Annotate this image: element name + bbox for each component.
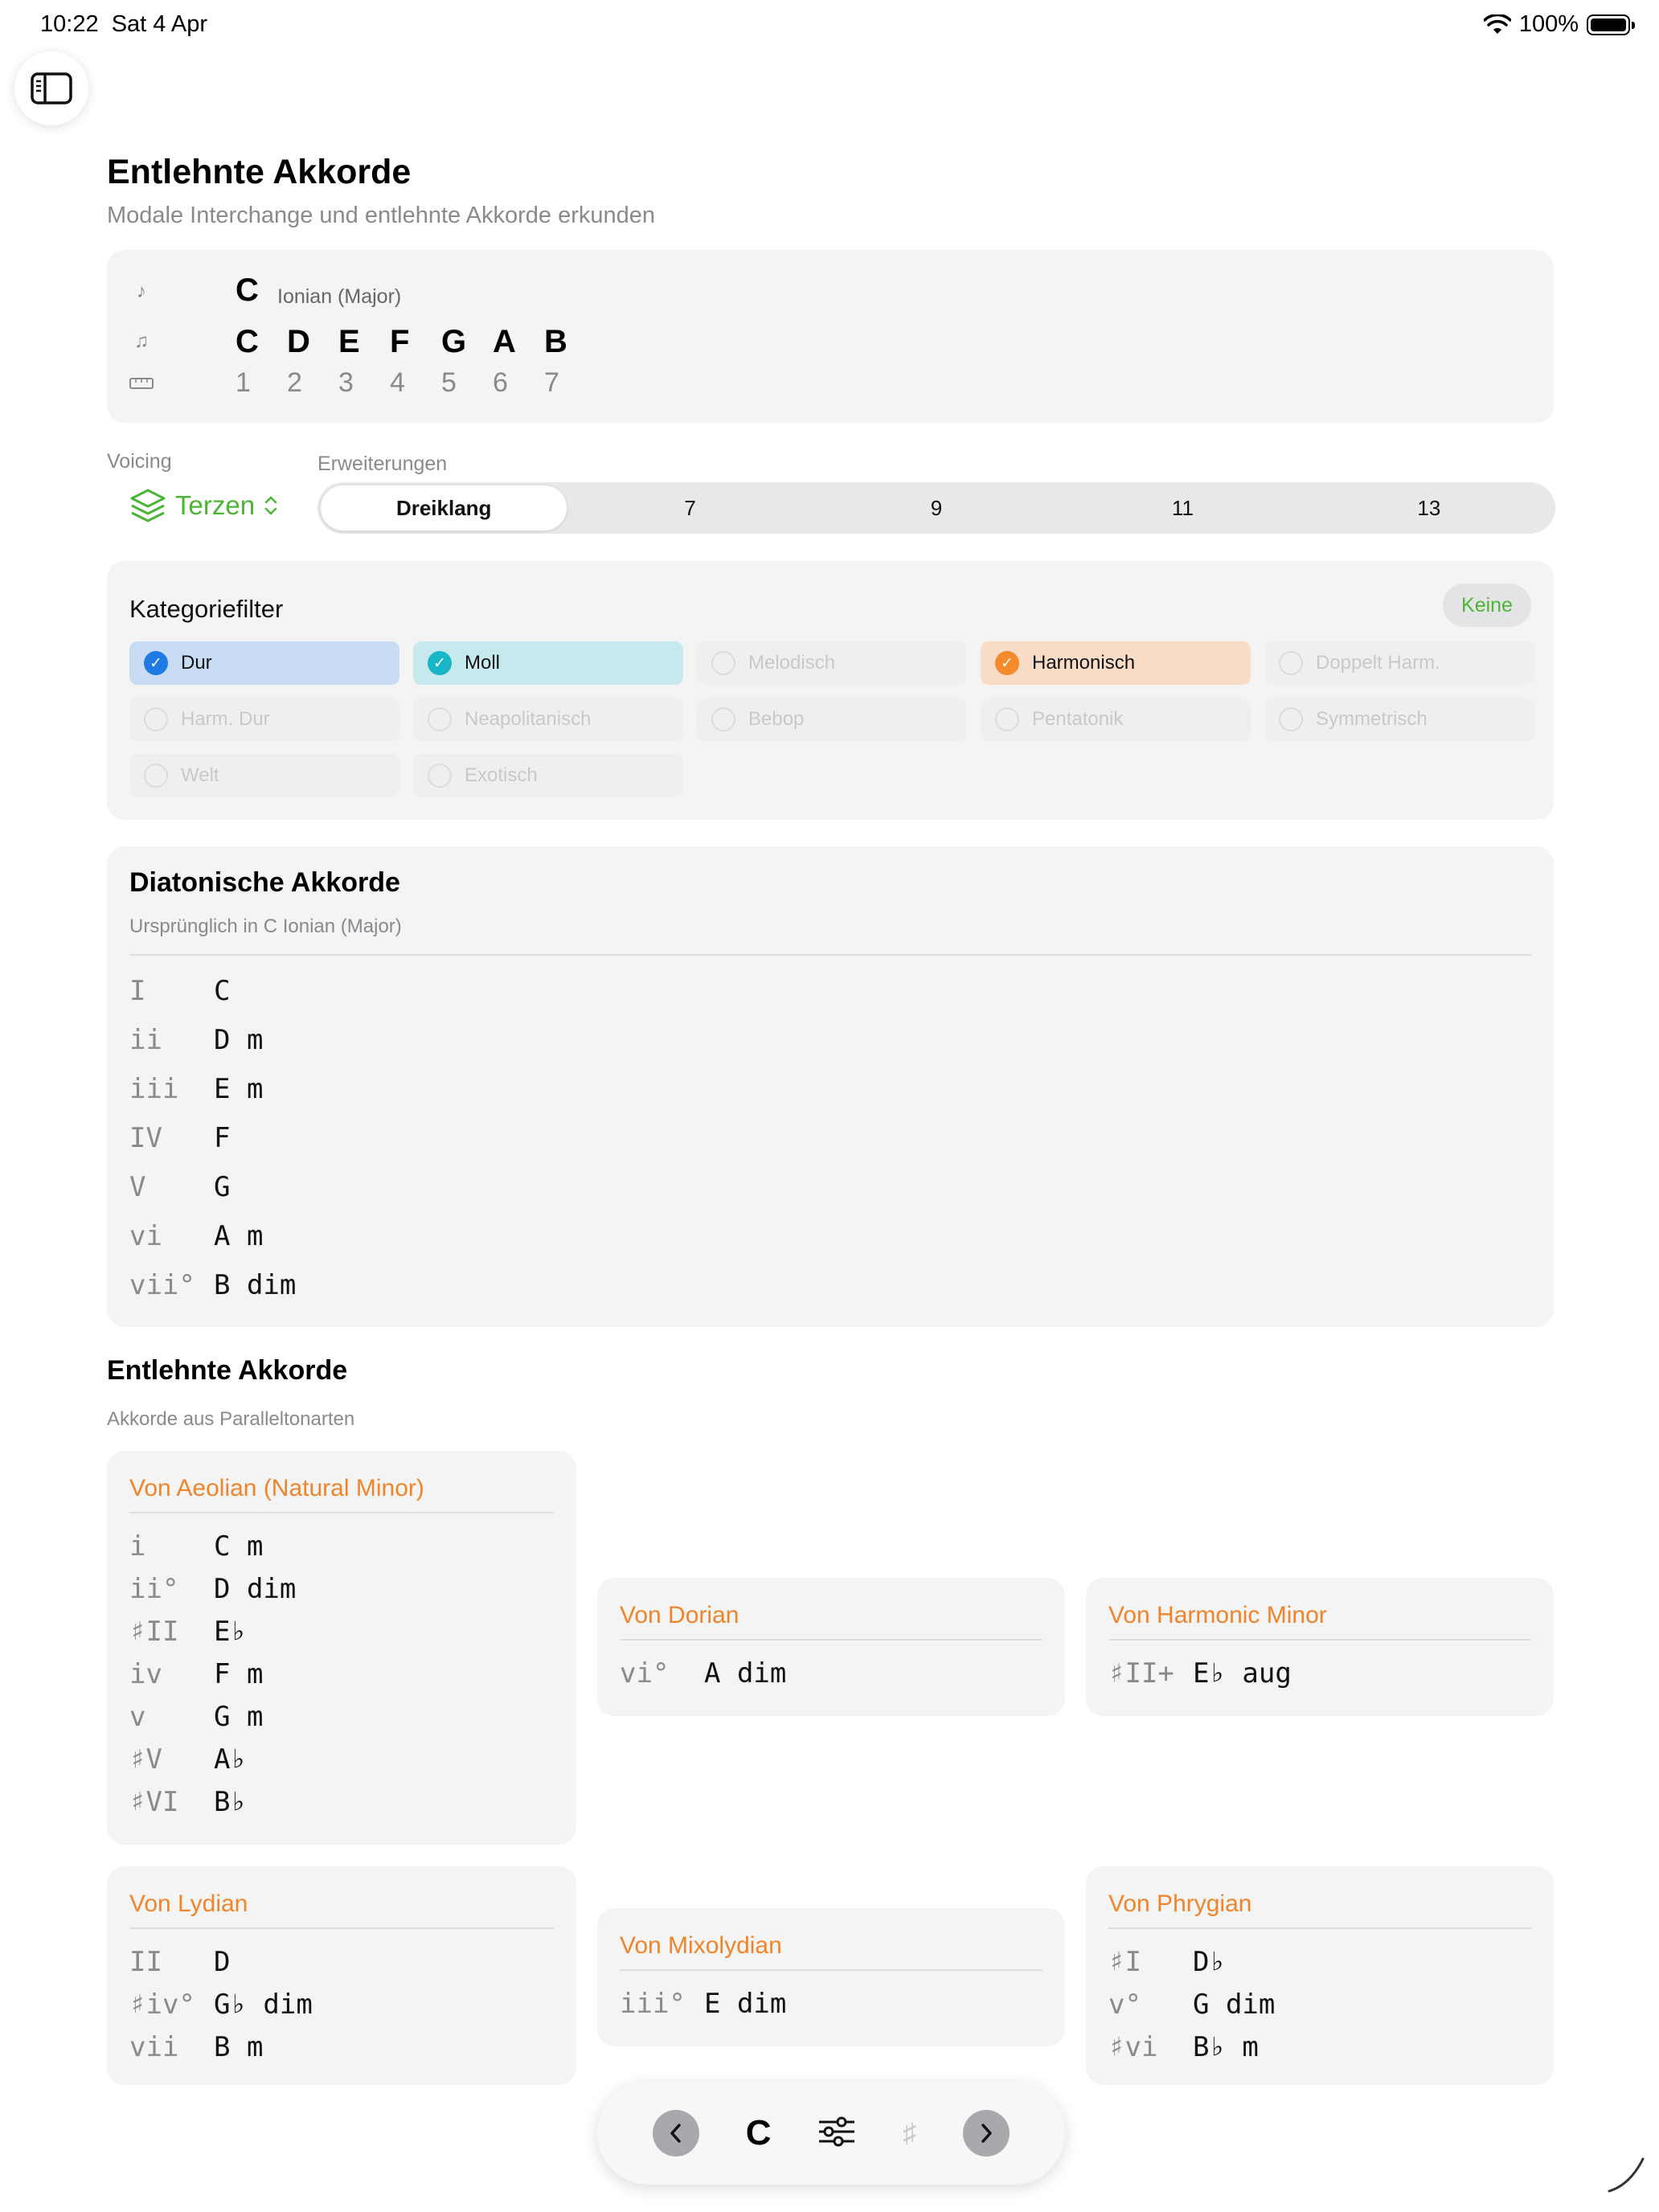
chord-name: B dim [214,1269,297,1301]
pencil-stroke-icon [1606,2154,1646,2194]
sidebar-icon [31,72,72,104]
filter-chip-bebop[interactable] [697,698,967,741]
voicing-label: Voicing [107,450,172,473]
page-subtitle: Modale Interchange und entlehnte Akkorde erkunden [107,203,655,228]
filter-title: Kategoriefilter [129,595,284,623]
divider [129,954,1531,956]
chord-roman: iii [129,1073,179,1105]
chord-row[interactable] [129,1658,263,1690]
scale-degrees [236,367,596,399]
chip-label: Dur [181,652,212,674]
empty-circle-icon [428,707,452,731]
extension-option-11[interactable]: 11 [1171,495,1194,520]
diatonic-chords-card [107,846,1554,1327]
chord-name: A♭ [214,1743,247,1776]
current-key-button[interactable]: C [745,2113,772,2153]
scale-degree: 6 [493,367,508,398]
checkmark-icon: ✓ [428,651,452,675]
chord-name: D♭ [1193,1946,1226,1978]
music-notes-icon: ♫ [134,330,149,352]
chord-row[interactable] [129,1701,263,1733]
chord-name: E m [214,1073,264,1105]
chord-name: A dim [704,1657,787,1690]
chord-name: G [214,1171,231,1203]
filter-chip-symmetrisch[interactable] [1264,698,1534,741]
filter-chip-neapolitanisch[interactable] [413,698,683,741]
wifi-icon [1484,14,1511,35]
sharp-toggle-button[interactable]: ♯ [903,2117,917,2149]
filter-chip-exotisch[interactable] [413,754,683,797]
chord-row[interactable] [129,1786,247,1818]
borrowed-card-harmonic-minor [1086,1578,1554,1716]
chord-row[interactable] [129,2031,263,2063]
filter-chip-melodisch[interactable] [697,641,967,685]
chord-roman: ii [129,1024,162,1056]
chord-roman: vi [129,1220,162,1252]
filter-chip-dur[interactable] [129,641,399,685]
empty-circle-icon [1279,651,1303,675]
chip-label: Welt [181,764,219,786]
chip-label: Harm. Dur [181,708,270,730]
chord-name: F m [214,1658,264,1690]
scale-card [107,250,1554,423]
filter-chip-doppelt-harm[interactable] [1264,641,1534,685]
chip-label: Melodisch [748,652,836,674]
empty-circle-icon [144,707,168,731]
empty-circle-icon [711,651,735,675]
divider [1108,1927,1531,1929]
battery-icon [1587,14,1630,35]
chord-name: B♭ [214,1786,247,1818]
chord-row[interactable] [129,1269,296,1301]
sidebar-toggle-button[interactable] [14,51,88,125]
empty-circle-icon [428,764,452,788]
chord-roman: ♯VI [129,1786,179,1818]
diatonic-subtitle: Ursprünglich in C Ionian (Major) [129,916,402,937]
chord-roman: ♯vi [1108,2031,1158,2063]
chord-name: G m [214,1701,264,1733]
page-title: Entlehnte Akkorde [107,153,412,191]
voicing-picker[interactable] [129,486,279,525]
scale-degree: 3 [338,367,354,398]
scale-note: A [493,324,516,359]
chord-roman: II [129,1946,162,1978]
divider [620,1639,1043,1641]
chip-label: Harmonisch [1032,652,1136,674]
layers-icon [129,486,167,525]
scale-degree: 5 [441,367,457,398]
chord-row[interactable] [620,1657,786,1690]
chip-label: Bebop [748,708,805,730]
chord-roman: ♯II [129,1616,179,1648]
checkmark-icon: ✓ [144,651,168,675]
extension-option-9[interactable]: 9 [930,495,943,520]
scale-note: B [544,324,567,359]
borrowed-card-title: Von Phrygian [1108,1890,1252,1917]
chord-roman: ♯I [1108,1946,1141,1978]
empty-circle-icon [144,764,168,788]
scale-degree: 7 [544,367,559,398]
borrowed-card-dorian [597,1578,1065,1716]
borrowed-card-title: Von Dorian [620,1602,739,1628]
chord-row[interactable] [1108,1657,1292,1690]
chord-row[interactable] [1108,1946,1226,1978]
chord-row[interactable] [129,1616,247,1648]
diatonic-title: Diatonische Akkorde [129,867,400,898]
chord-name: D m [214,1024,264,1056]
chord-roman: iv [129,1658,162,1690]
ruler-icon [128,372,155,395]
status-indicators [1484,11,1630,38]
chord-name: C m [214,1530,264,1563]
chord-name: F [214,1122,231,1154]
chip-label: Doppelt Harm. [1316,652,1440,674]
scale-degree: 1 [236,367,251,398]
divider [1108,1639,1531,1641]
sliders-icon [817,2116,856,2148]
chord-name: E♭ aug [1193,1657,1292,1690]
voicing-value: Terzen [175,490,256,520]
filter-chip-moll[interactable] [413,641,683,685]
chip-label: Pentatonik [1032,708,1124,730]
empty-circle-icon [995,707,1019,731]
borrowed-card-title: Von Mixolydian [620,1932,782,1959]
extensions-label: Erweiterungen [317,453,448,475]
chord-row[interactable] [129,1073,263,1105]
chord-row[interactable] [129,1122,230,1154]
chord-row[interactable] [620,1988,786,2020]
divider [129,1927,554,1929]
chord-row[interactable] [129,1743,247,1776]
chord-row[interactable] [129,1989,313,2021]
chord-roman: ii° [129,1573,179,1605]
chord-name: B m [214,2031,264,2063]
chord-row[interactable] [129,1024,263,1056]
chord-row[interactable] [129,1220,263,1252]
chord-name: E dim [704,1988,787,2020]
chord-name: E♭ [214,1616,247,1648]
chip-label: Moll [465,652,501,674]
chevron-right-icon [977,2122,995,2144]
borrowed-card-phrygian [1086,1866,1554,2085]
chord-roman: v [129,1701,146,1733]
divider [620,1969,1043,1971]
chord-roman: I [129,975,146,1007]
scale-note: G [441,324,467,359]
chord-name: G dim [1193,1989,1276,2021]
chord-row[interactable] [129,1171,230,1203]
scale-mode[interactable]: Ionian (Major) [277,285,402,308]
extension-option-triad[interactable]: Dreiklang [321,485,567,530]
scale-tonic[interactable]: C [236,272,259,308]
chip-label: Neapolitanisch [465,708,592,730]
chord-name: C [214,975,231,1007]
borrowed-subtitle: Akkorde aus Paralleltonarten [107,1408,355,1430]
chord-roman: v° [1108,1989,1141,2021]
borrowed-card-aeolian [107,1451,576,1845]
chip-label: Symmetrisch [1316,708,1428,730]
chord-name: B♭ m [1193,2031,1259,2063]
scale-note: C [236,324,259,359]
chord-row[interactable] [129,1530,263,1563]
filter-chip-welt[interactable] [129,754,399,797]
chord-name: D dim [214,1573,297,1605]
scale-note: D [287,324,310,359]
chord-name: A m [214,1220,264,1252]
chord-roman: ♯iv° [129,1989,195,2021]
chord-roman: vi° [620,1657,670,1690]
borrowed-card-lydian [107,1866,576,2085]
scale-notes [236,324,596,360]
scale-note: F [390,324,410,359]
category-filter-card [107,561,1554,820]
chord-roman: ♯II+ [1108,1657,1174,1690]
chevron-up-down-icon [263,494,279,518]
chord-roman: vii [129,2031,179,2063]
chord-row[interactable] [1108,2031,1259,2063]
filter-chip-harmonisch[interactable] [981,641,1251,685]
extensions-segmented-control [317,482,1555,534]
borrowed-card-title: Von Harmonic Minor [1108,1602,1327,1628]
empty-circle-icon [1279,707,1303,731]
extension-option-7[interactable]: 7 [684,495,696,520]
chord-row[interactable] [1108,1989,1275,2021]
chord-roman: IV [129,1122,162,1154]
bottom-toolbar [597,2082,1065,2185]
chord-row[interactable] [129,1573,296,1605]
settings-sliders-button[interactable] [817,2116,856,2152]
scale-degree: 4 [390,367,405,398]
chord-roman: V [129,1171,146,1203]
chevron-left-icon [667,2122,685,2144]
borrowed-card-title: Von Aeolian (Natural Minor) [129,1475,424,1501]
filter-chip-pentatonik[interactable] [981,698,1251,741]
scale-note: E [338,324,360,359]
previous-key-button[interactable] [653,2110,699,2157]
next-key-button[interactable] [963,2110,1010,2157]
status-time: 10:22 Sat 4 Apr [40,11,208,37]
empty-circle-icon [711,707,735,731]
chord-roman: i [129,1530,146,1563]
filter-chip-harm-dur[interactable] [129,698,399,741]
battery-percent: 100% [1518,11,1579,37]
chord-name: D [214,1946,231,1978]
chord-row[interactable] [129,1946,230,1978]
borrowed-card-title: Von Lydian [129,1890,248,1917]
borrowed-card-mixolydian [597,1908,1065,2046]
scale-degree: 2 [287,367,302,398]
extension-option-13[interactable]: 13 [1417,495,1441,520]
chord-roman: ♯V [129,1743,162,1776]
chip-label: Exotisch [465,764,538,786]
filter-none-button[interactable]: Keine [1443,584,1531,627]
music-note-icon: ♪ [137,281,146,302]
chord-name: G♭ dim [214,1989,313,2021]
status-date: Sat 4 Apr [111,11,208,37]
chord-roman: iii° [620,1988,686,2020]
chord-row[interactable] [129,975,230,1007]
borrowed-title: Entlehnte Akkorde [107,1355,348,1386]
chord-roman: vii° [129,1269,195,1301]
divider [129,1512,554,1514]
checkmark-icon: ✓ [995,651,1019,675]
